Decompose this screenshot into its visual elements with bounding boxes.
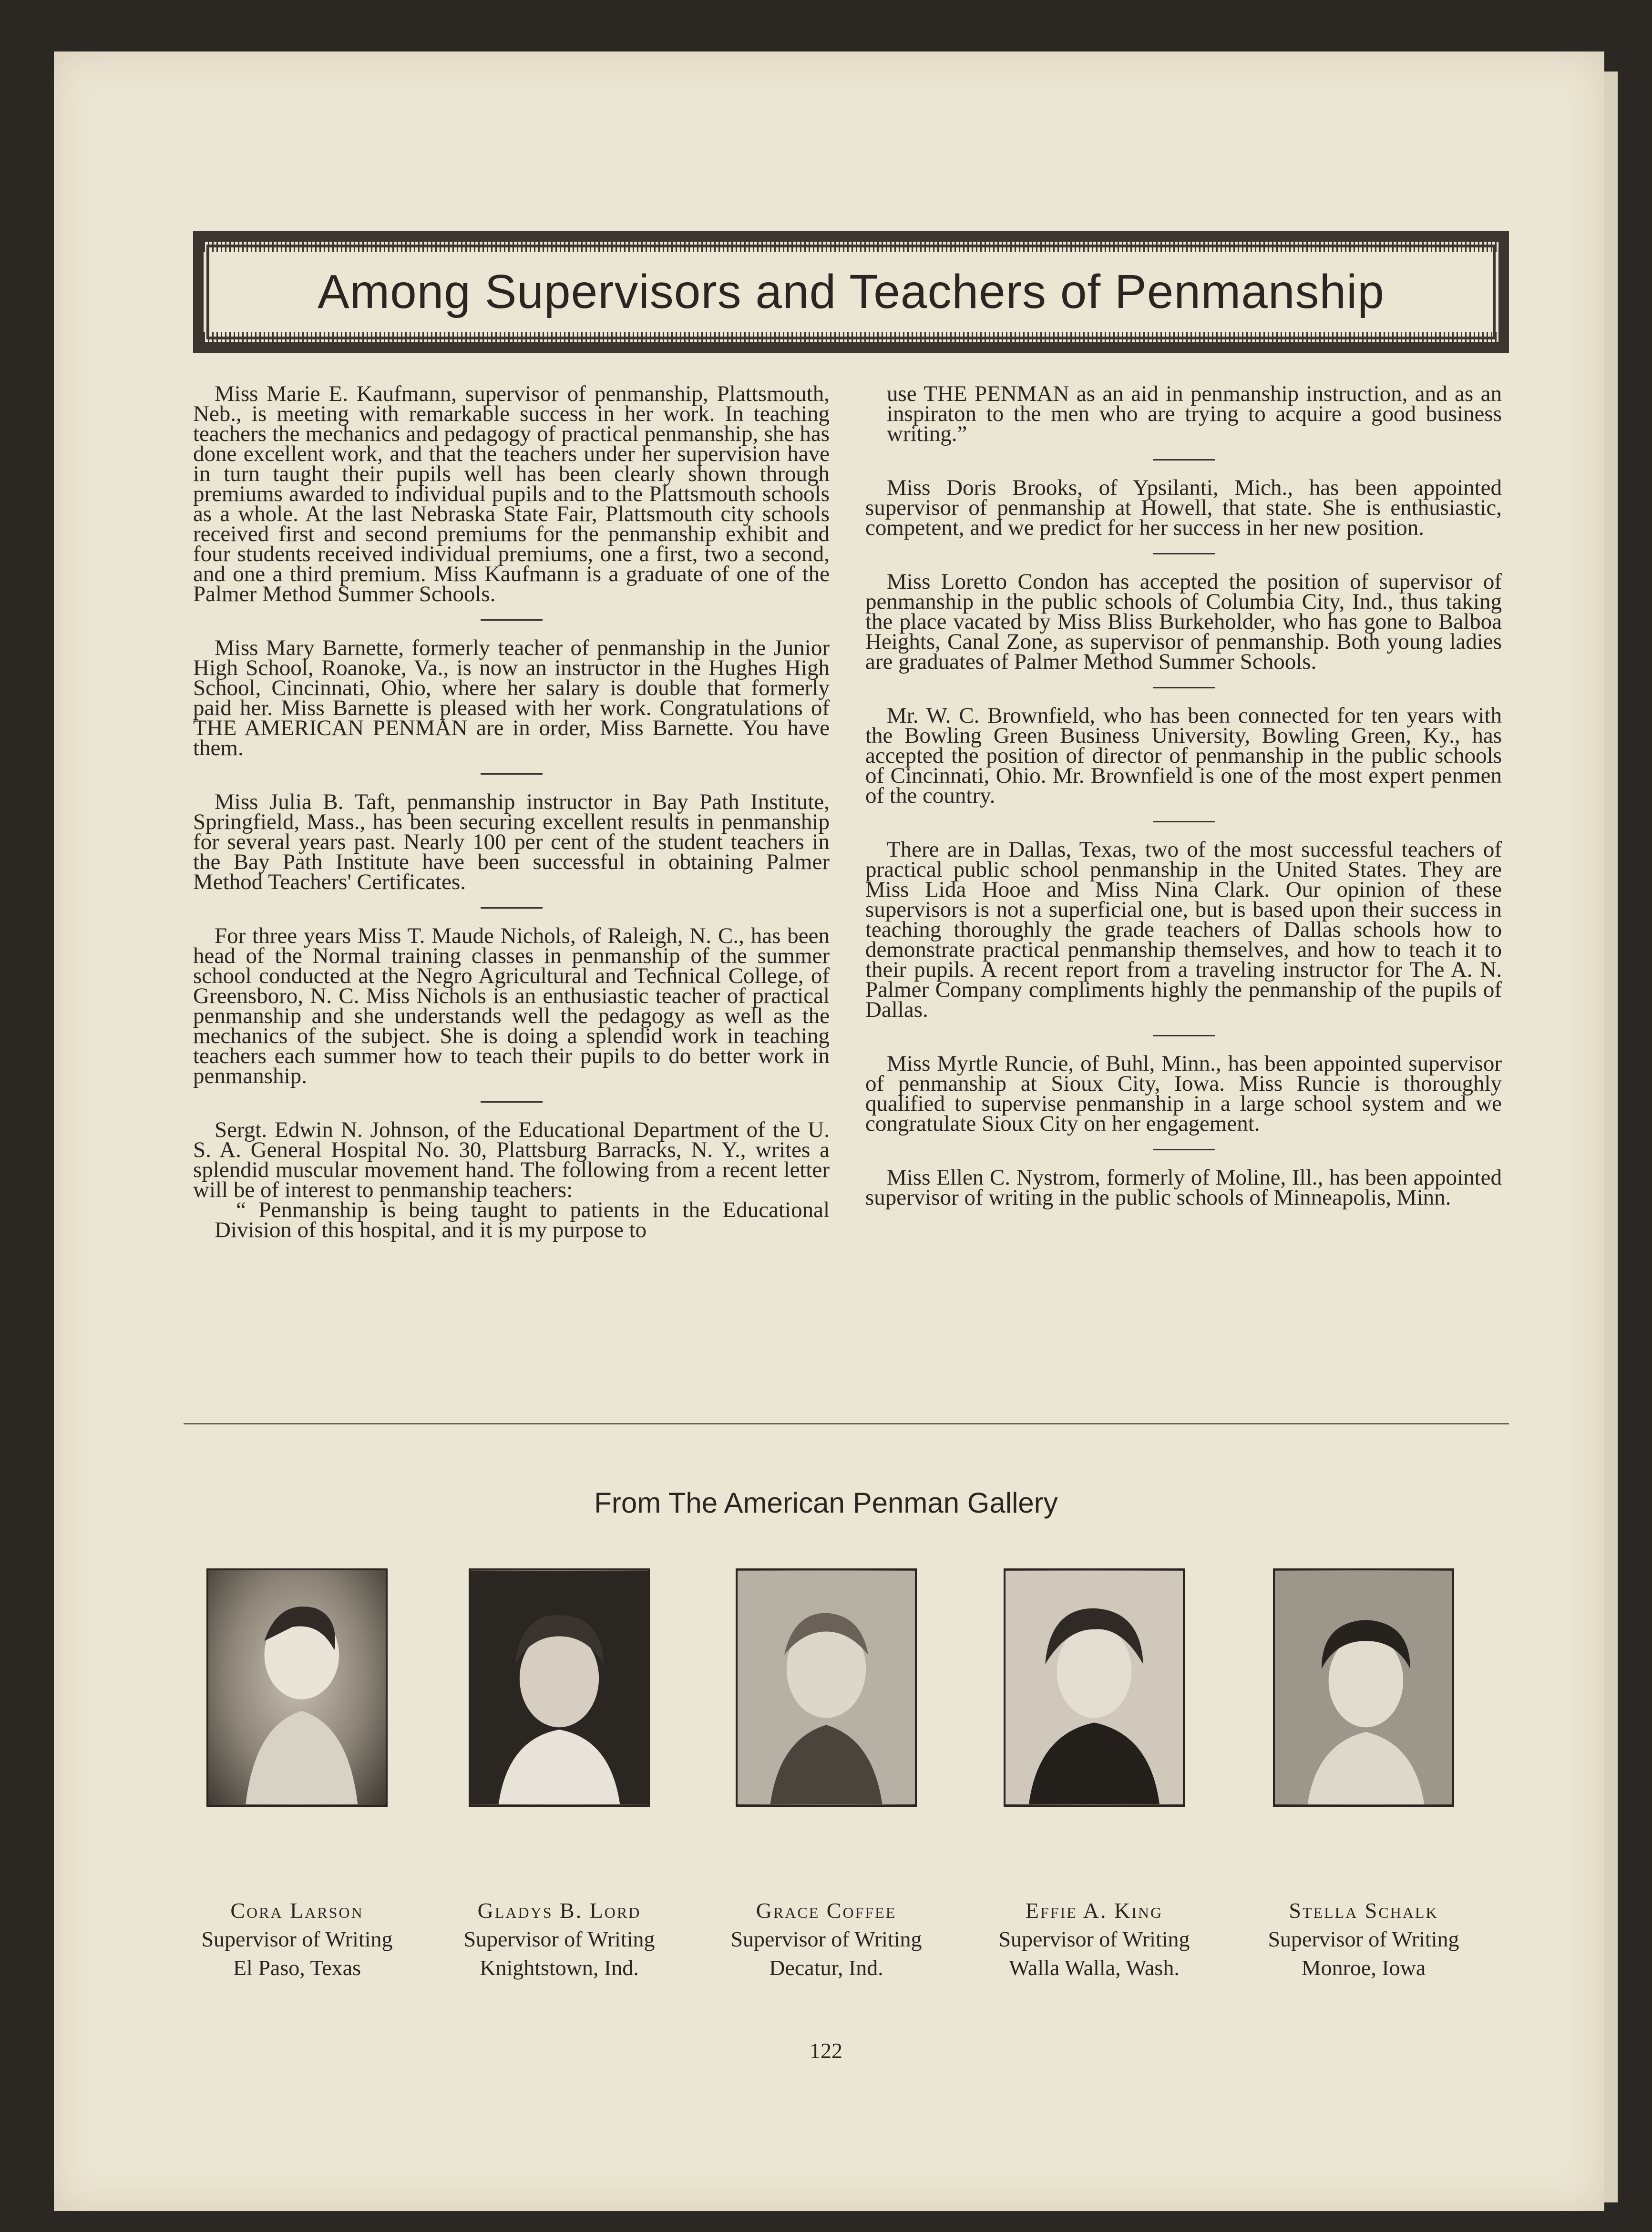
section-rule xyxy=(1153,459,1215,461)
portrait-photo xyxy=(1273,1568,1454,1807)
article-paragraph: Sergt. Edwin N. Johnson, of the Educational Department of the U. S. A. General Hospital No. 30, Plattsburg Barracks, N. Y., writes a splendid muscular movement hand. The following from a recent letter will be of interest to penmanship teachers: xyxy=(193,1117,830,1202)
section-rule xyxy=(481,1101,543,1103)
person-role: Supervisor of Writing xyxy=(730,1927,922,1951)
person-role: Supervisor of Writing xyxy=(1268,1927,1459,1951)
article-paragraph: Miss Loretto Condon has accepted the position of supervisor of penmanship in the public schools of Columbia City, Ind., thus taking the place vacated by Miss Bliss Burkeholder, who has gone to Balboa Heights, Canal Zone, as supervisor of penmanship. Both young ladies are graduates of Palmer Method Summer Schools. xyxy=(865,569,1502,674)
page-number: 122 xyxy=(810,2038,842,2063)
article-paragraph: Miss Myrtle Runcie, of Buhl, Minn., has been appointed supervisor of penmanship at Sioux City, Iowa. Miss Runcie is thoroughly qualified to supervise penmanship in a large school system and we congratulate Sioux City on her engagement. xyxy=(865,1051,1502,1136)
person-name: Grace Coffee xyxy=(756,1898,897,1923)
article-paragraph: Miss Marie E. Kaufmann, supervisor of penmanship, Plattsmouth, Neb., is meeting with remarkable success in her work. In teaching teachers the mechanics and pedagogy of practical penmanship, she has done excellent work, and that the teachers under her supervision have in turn taught their pupils well has been clearly shown through premiums awarded to individual pupils and to the Plattsmouth schools as a whole. At the last Nebraska State Fair, Plattsmouth city schools received first and second premiums for the penmanship exhibit and four students received individual premiums, one a first, two a second, and one a third premium. Miss Kaufmann is a graduate of one of the Palmer Method Summer Schools. xyxy=(193,381,830,606)
person-place: Monroe, Iowa xyxy=(1301,1956,1426,1980)
letter-quote: “ Penmanship is being taught to patients in the Educational Division of this hospital, and it is my purpose to xyxy=(215,1198,830,1242)
section-rule xyxy=(1153,553,1215,554)
portrait-silhouette xyxy=(738,1570,915,1805)
left-column xyxy=(193,381,830,1242)
gallery-divider xyxy=(184,1423,1509,1424)
person-role: Supervisor of Writing xyxy=(201,1927,393,1951)
section-rule xyxy=(481,907,543,909)
section-rule xyxy=(1153,1035,1215,1036)
person-place: Walla Walla, Wash. xyxy=(1009,1956,1180,1980)
article-paragraph: Miss Doris Brooks, of Ypsilanti, Mich., has been appointed supervisor of penmanship at Howell, that state. She is enthusiastic, competent, and we predict for her success in her new position. xyxy=(865,475,1502,540)
section-rule xyxy=(481,773,543,775)
gallery-title: From The American Penman Gallery xyxy=(594,1487,1058,1519)
person-place: Decatur, Ind. xyxy=(769,1956,883,1980)
person-place: Knightstown, Ind. xyxy=(480,1956,639,1980)
section-rule xyxy=(1153,1149,1215,1150)
article-paragraph: Miss Julia B. Taft, penmanship instructor in Bay Path Institute, Springfield, Mass., has been securing excellent results in penmanship for several years past. Nearly 100 per cent of the student teachers in the Bay Path Institute have been successful in obtaining Palmer Method Teachers' Certificates. xyxy=(193,789,830,894)
person-name: Stella Schalk xyxy=(1289,1898,1438,1923)
person-role: Supervisor of Writing xyxy=(463,1927,655,1951)
person-role: Supervisor of Writing xyxy=(998,1927,1190,1951)
page-edge xyxy=(1604,72,1618,2202)
article-paragraph: There are in Dallas, Texas, two of the most successful teachers of practical public school penmanship in the United States. They are Miss Lida Hooe and Miss Nina Clark. Our opinion of these supervisors is not a superficial one, but is based upon their success in teaching thoroughly the grade teachers of Dallas schools how to demonstrate practical penmanship themselves, and how to teach it to their pupils. A recent report from a traveling instructor for The A. N. Palmer Company compliments highly the penmanship of the pupils of Dallas. xyxy=(865,837,1502,1022)
person-place: El Paso, Texas xyxy=(233,1956,361,1980)
letter-quote-continuation: use THE PENMAN as an aid in penmanship instruction, and as an inspiraton to the men who are trying to acquire a good business writing.” xyxy=(887,381,1502,446)
portrait-photo xyxy=(736,1568,917,1807)
portrait-silhouette xyxy=(1275,1570,1452,1805)
person-name: Cora Larson xyxy=(230,1898,364,1923)
section-rule xyxy=(1153,821,1215,822)
portrait-silhouette xyxy=(1006,1570,1183,1805)
right-column xyxy=(865,381,1502,1210)
portrait-caption xyxy=(1235,1896,1492,1982)
portrait-caption xyxy=(965,1896,1223,1982)
portrait-caption xyxy=(431,1896,688,1982)
person-name: Effie A. King xyxy=(1025,1898,1163,1923)
article-paragraph: Miss Mary Barnette, formerly teacher of penmanship in the Junior High School, Roanoke, Va., is now an instructor in the Hughes High School, Cincinnati, Ohio, where her salary is double that formerly paid her. Miss Barnette is pleased with her work. Congratulations of THE AMERICAN PENMAN are in order, Miss Barnette. You have them. xyxy=(193,635,830,760)
portrait-caption xyxy=(698,1896,955,1982)
article-paragraph: Mr. W. C. Brownfield, who has been connected for ten years with the Bowling Green Business University, Bowling Green, Ky., has accepted the position of director of penmanship in the public schools of Cincinnati, Ohio. Mr. Brownfield is one of the most expert penmen of the country. xyxy=(865,703,1502,808)
section-rule xyxy=(1153,687,1215,688)
portrait-photo xyxy=(1004,1568,1185,1807)
portrait-photo xyxy=(206,1568,388,1807)
article-paragraph: Miss Ellen C. Nystrom, formerly of Moline, Ill., has been appointed supervisor of writing in the public schools of Minneapolis, Minn. xyxy=(865,1165,1502,1210)
person-name: Gladys B. Lord xyxy=(477,1898,641,1923)
page-heading: Among Supervisors and Teachers of Penmanship xyxy=(318,265,1385,318)
portrait-silhouette xyxy=(471,1570,648,1805)
heading-banner xyxy=(193,231,1509,353)
portrait-silhouette xyxy=(208,1570,386,1805)
article-paragraph: For three years Miss T. Maude Nichols, of Raleigh, N. C., has been head of the Normal training classes in penmanship of the summer school conducted at the Negro Agricultural and Technical College, of Greensboro, N. C. Miss Nichols is an enthusiastic teacher of practical penmanship and she understands well the pedagogy as well as the mechanics of the subject. She is doing a splendid work in teaching teachers each summer how to teach their pupils to do better work in penmanship. xyxy=(193,923,830,1088)
portrait-caption xyxy=(168,1896,426,1982)
section-rule xyxy=(481,619,543,621)
portrait-photo xyxy=(469,1568,650,1807)
